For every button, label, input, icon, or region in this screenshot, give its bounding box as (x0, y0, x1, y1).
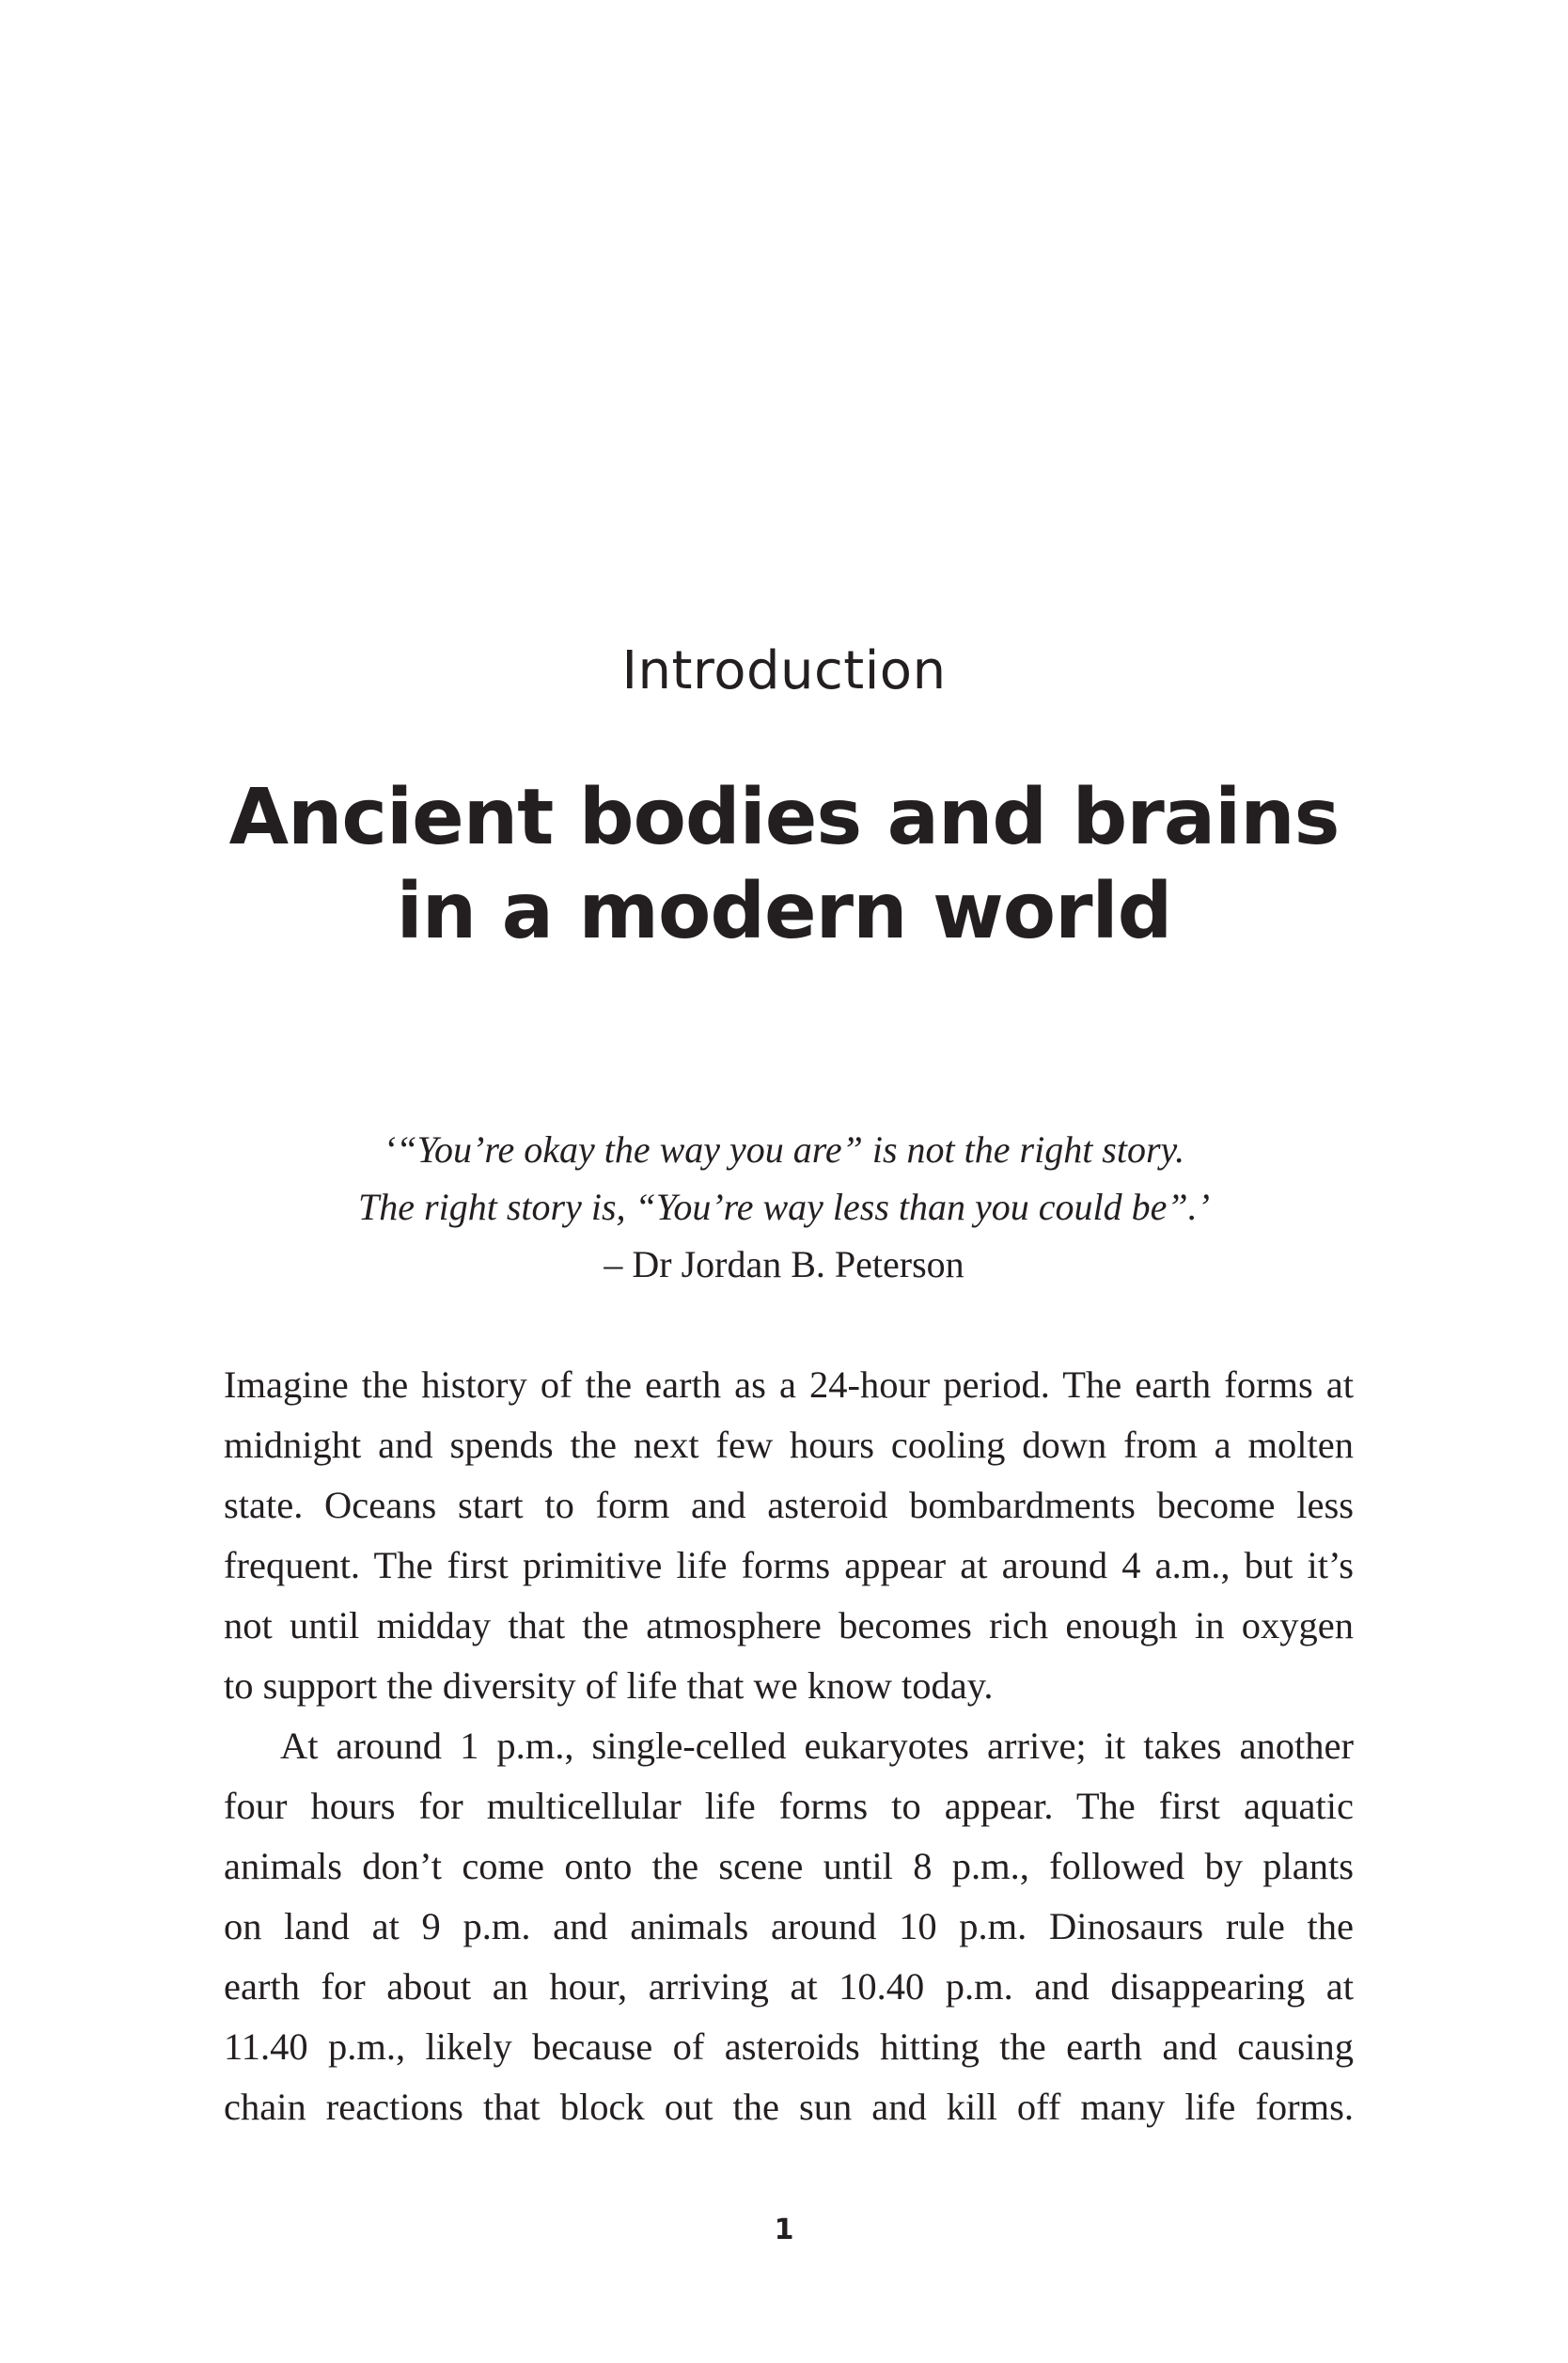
epigraph-quote-line: ‘“You’re okay the way you are” is not the right story. (383, 1128, 1185, 1171)
chapter-title (0, 771, 1568, 959)
body-text (224, 1355, 1354, 2137)
chapter-title-line: Ancient bodies and brains (228, 773, 1340, 862)
text-line: not until midday that the atmosphere becomes rich enough in oxygen (224, 1604, 1354, 1646)
epigraph-attribution: – Dr Jordan B. Peterson (604, 1243, 964, 1285)
page-number: 1 (774, 2213, 794, 2246)
text-line: earth for about an hour, arriving at 10.40 p.m. and disappearing at (224, 1965, 1354, 2008)
text-line: animals don’t come onto the scene until 8 p.m., followed by plants (224, 1845, 1354, 1887)
paragraph-2 (224, 1716, 1354, 2137)
text-line: chain reactions that block out the sun and kill off many life forms. (224, 2086, 1354, 2128)
epigraph-quote-line: The right story is, “You’re way less than you could be”.’ (358, 1186, 1210, 1228)
text-line: midnight and spends the next few hours cooling down from a molten (224, 1424, 1354, 1466)
chapter-title-line: in a modern world (396, 867, 1172, 956)
text-line: to support the diversity of life that we know today. (224, 1664, 994, 1707)
chapter-label: Introduction (621, 640, 947, 701)
text-line: frequent. The first primitive life forms appear at around 4 a.m., but it’s (224, 1544, 1354, 1586)
text-line: Imagine the history of the earth as a 24-hour period. The earth forms at (224, 1363, 1354, 1406)
epigraph (0, 1121, 1568, 1293)
paragraph-1 (224, 1355, 1354, 1716)
text-line: four hours for multicellular life forms to appear. The first aquatic (224, 1785, 1354, 1827)
text-line: 11.40 p.m., likely because of asteroids hitting the earth and causing (224, 2025, 1354, 2068)
text-line: At around 1 p.m., single-celled eukaryotes arrive; it takes another (280, 1725, 1354, 1767)
text-line: on land at 9 p.m. and animals around 10 p.m. Dinosaurs rule the (224, 1905, 1354, 1947)
text-line: state. Oceans start to form and asteroid bombardments become less (224, 1484, 1354, 1526)
